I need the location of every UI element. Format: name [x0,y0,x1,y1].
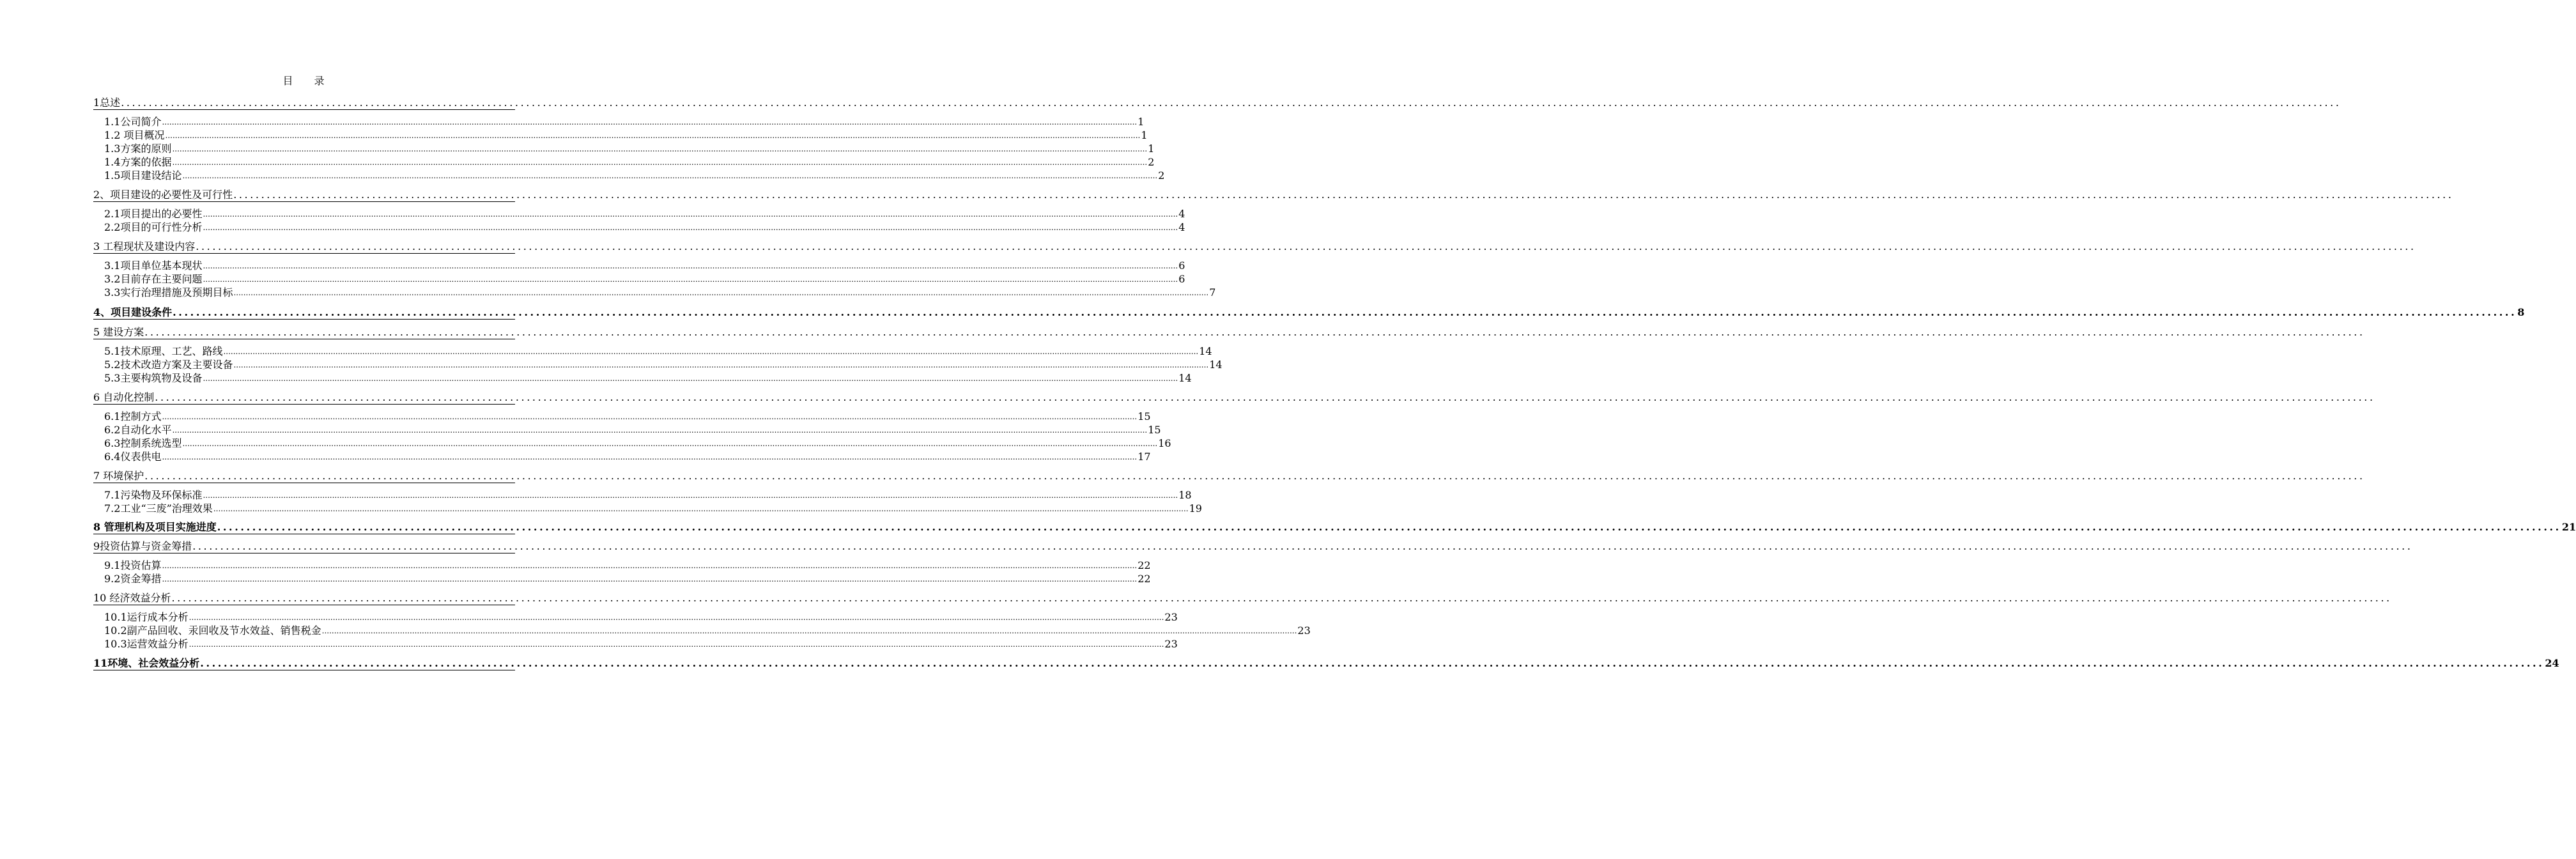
toc-entry-label: 6.1控制方式 [104,410,162,422]
toc-section-entry[interactable] [104,487,1192,501]
toc-entry-label: 1.4方案的依据 [104,156,172,168]
toc-section-entry[interactable] [104,154,1155,168]
toc-page-number: 1 [1141,129,1148,141]
toc-section-entry[interactable] [104,609,1178,623]
toc-chapter-entry[interactable] [93,95,2341,110]
toc-chapter-entry[interactable] [93,238,2416,254]
toc-section-entry[interactable] [104,127,1148,141]
toc-leader-dots: ................................................................................................................................................................................................................................................................................................................................................................................................................ [144,470,2365,482]
toc-leader-dots: ................................................................................................................................................................................................................................................................................................................................................................................................................ [165,131,1141,140]
toc-entry-label: 6.2自动化水平 [104,424,172,436]
toc-entry-label: 1.3方案的原则 [104,143,172,155]
toc-leader-dots: ................................................................................................................................................................................................................................................................................................................................................................................................................ [233,360,1209,369]
toc-entry-label: 1.2 项目概况 [104,129,165,141]
toc-entry-label: 10.3运营效益分析 [104,638,189,650]
toc-page-number: 6 [1178,273,1185,285]
toc-leader-dots: ................................................................................................................................................................................................................................................................................................................................................................................................................ [233,189,2454,201]
toc-leader-dots: ................................................................................................................................................................................................................................................................................................................................................................................................................ [162,561,1138,570]
toc-leader-dots: ................................................................................................................................................................................................................................................................................................................................................................................................................ [223,347,1199,356]
toc-page-number: 18 [1178,489,1192,501]
toc-page-number: 14 [1178,372,1192,384]
toc-page-number: 4 [1178,221,1185,233]
toc-leader-dots: ................................................................................................................................................................................................................................................................................................................................................................................................................ [192,540,2413,552]
toc-section-entry[interactable] [104,219,1185,233]
toc-chapter-entry[interactable] [93,468,2365,483]
toc-leader-dots: ................................................................................................................................................................................................................................................................................................................................................................................................................ [172,158,1148,167]
toc-section-entry[interactable] [104,206,1185,220]
toc-leader-dots: ................................................................................................................................................................................................................................................................................................................................................................................................................ [144,326,2365,338]
toc-page-number: 14 [1199,345,1212,357]
toc-page-number: 2 [1158,169,1165,182]
toc-leader-dots: ................................................................................................................................................................................................................................................................................................................................................................................................................ [233,288,1209,297]
toc-entry-label: 5.1技术原理、工艺、路线 [104,345,223,357]
toc-entry-label: 5.3主要构筑物及设备 [104,372,203,384]
toc-leader-dots: ................................................................................................................................................................................................................................................................................................................................................................................................................ [203,210,1178,219]
toc-title: 目 录 [282,75,334,87]
toc-leader-dots: ................................................................................................................................................................................................................................................................................................................................................................................................................ [173,306,2517,318]
toc-entry-label: 1.5项目建设结论 [104,169,182,182]
toc-page-number: 19 [1189,502,1202,515]
toc-section-entry[interactable] [104,408,1151,422]
toc-entry-label: 5 建设方案 [93,326,144,338]
toc-page-number: 4 [1178,208,1185,220]
toc-entry-label: 6.4仪表供电 [104,451,162,463]
toc-section-entry[interactable] [104,357,1222,371]
toc-entry-label: 9.1投资估算 [104,559,162,571]
toc-entry-label: 10.1运行成本分析 [104,611,189,623]
toc-section-entry[interactable] [104,449,1151,463]
toc-entry-label: 3.1项目单位基本现状 [104,259,203,272]
toc-leader-dots: ................................................................................................................................................................................................................................................................................................................................................................................................................ [155,391,2375,403]
toc-page-number: 23 [1164,638,1178,650]
toc-leader-dots: ................................................................................................................................................................................................................................................................................................................................................................................................................ [182,171,1158,180]
toc-section-entry[interactable] [104,141,1155,155]
toc-entry-label: 2.2项目的可行性分析 [104,221,203,233]
toc-leader-dots: ................................................................................................................................................................................................................................................................................................................................................................................................................ [196,240,2416,252]
toc-chapter-entry[interactable] [93,519,2576,534]
toc-chapter-entry[interactable] [93,389,2375,405]
toc-page-number: 1 [1138,116,1145,128]
toc-leader-dots: ................................................................................................................................................................................................................................................................................................................................................................................................................ [162,118,1138,127]
toc-entry-label: 3.3实行治理措施及预期目标 [104,286,233,298]
toc-page-number: 2 [1148,156,1155,168]
toc-leader-dots: ................................................................................................................................................................................................................................................................................................................................................................................................................ [162,575,1138,584]
toc-entry-label: 1.1公司简介 [104,116,162,128]
toc-chapter-entry[interactable] [93,538,2413,553]
toc-entry-label: 1总述 [93,97,121,109]
toc-leader-dots: ................................................................................................................................................................................................................................................................................................................................................................................................................ [203,491,1178,500]
toc-leader-dots: ................................................................................................................................................................................................................................................................................................................................................................................................................ [203,374,1178,383]
toc-chapter-entry[interactable] [93,655,2559,670]
toc-entry-label: 5.2技术改造方案及主要设备 [104,359,233,371]
toc-section-entry[interactable] [104,370,1192,384]
toc-leader-dots: ................................................................................................................................................................................................................................................................................................................................................................................................................ [203,275,1178,284]
toc-section-entry[interactable] [104,422,1161,436]
toc-leader-dots: ................................................................................................................................................................................................................................................................................................................................................................................................................ [217,521,2561,533]
toc-entry-label: 3 工程现状及建设内容 [93,240,196,252]
toc-page-number: 22 [1138,559,1151,571]
toc-leader-dots: ................................................................................................................................................................................................................................................................................................................................................................................................................ [182,439,1158,448]
toc-leader-dots: ................................................................................................................................................................................................................................................................................................................................................................................................................ [172,426,1148,435]
toc-leader-dots: ................................................................................................................................................................................................................................................................................................................................................................................................................ [200,657,2545,669]
toc-entry-label: 7.2工业“三废”治理效果 [104,502,213,515]
toc-section-entry[interactable] [104,343,1212,357]
toc-entry-label: 4、项目建设条件 [93,306,173,318]
toc-page-number: 16 [1158,437,1171,449]
toc-page-number: 6 [1178,259,1185,272]
toc-entry-label: 8 管理机构及项目实施进度 [93,521,217,533]
toc-section-entry[interactable] [104,271,1185,285]
toc-page-number: 17 [1138,451,1151,463]
toc-section-entry[interactable] [104,571,1151,585]
toc-page-number: 23 [1164,611,1178,623]
toc-chapter-entry[interactable] [93,187,2454,202]
toc-page-number: 21 [2561,521,2576,533]
toc-section-entry[interactable] [104,114,1145,128]
toc-entry-label: 6 自动化控制 [93,391,155,403]
toc-page-number: 15 [1148,424,1161,436]
toc-leader-dots: ................................................................................................................................................................................................................................................................................................................................................................................................................ [162,412,1138,421]
toc-chapter-entry[interactable] [93,590,2392,605]
toc-leader-dots: ................................................................................................................................................................................................................................................................................................................................................................................................................ [189,613,1164,622]
toc-leader-dots: ................................................................................................................................................................................................................................................................................................................................................................................................................ [321,626,1297,635]
toc-leader-dots: ................................................................................................................................................................................................................................................................................................................................................................................................................ [203,261,1178,270]
toc-page-number: 15 [1138,410,1151,422]
toc-section-entry[interactable] [104,167,1165,182]
toc-entry-label: 2、项目建设的必要性及可行性 [93,189,233,201]
toc-section-entry[interactable] [104,636,1178,650]
toc-entry-label: 9投资估算与资金筹措 [93,540,192,552]
toc-leader-dots: ................................................................................................................................................................................................................................................................................................................................................................................................................ [171,592,2392,604]
toc-section-entry[interactable] [104,623,1311,637]
toc-entry-label: 10 经济效益分析 [93,592,171,604]
toc-entry-label: 9.2资金筹措 [104,573,162,585]
toc-chapter-entry[interactable] [93,324,2365,339]
toc-leader-dots: ................................................................................................................................................................................................................................................................................................................................................................................................................ [172,144,1148,153]
toc-section-entry[interactable] [104,258,1185,272]
toc-page-number: 23 [1297,624,1311,637]
toc-chapter-entry[interactable] [93,304,2525,320]
toc-section-entry[interactable] [104,435,1171,449]
toc-page-number: 1 [1148,143,1155,155]
toc-page-number: 7 [1209,286,1216,298]
toc-section-entry[interactable] [104,557,1151,571]
toc-leader-dots: ................................................................................................................................................................................................................................................................................................................................................................................................................ [203,223,1178,232]
toc-entry-label: 2.1项目提出的必要性 [104,208,203,220]
toc-page-number: 8 [2517,306,2525,318]
toc-entry-label: 7.1污染物及环保标准 [104,489,203,501]
toc-entry-label: 3.2目前存在主要问题 [104,273,203,285]
toc-entry-label: 7 环境保护 [93,470,144,482]
toc-leader-dots: ................................................................................................................................................................................................................................................................................................................................................................................................................ [213,504,1189,513]
toc-entry-label: 10.2副产品回收、汞回收及节水效益、销售税金 [104,624,321,637]
toc-page-number: 14 [1209,359,1222,371]
toc-leader-dots: ................................................................................................................................................................................................................................................................................................................................................................................................................ [189,640,1164,649]
toc-entry-label: 11环境、社会效益分析 [93,657,200,669]
toc-leader-dots: ................................................................................................................................................................................................................................................................................................................................................................................................................ [162,453,1138,461]
toc-leader-dots: ................................................................................................................................................................................................................................................................................................................................................................................................................ [121,97,2341,109]
toc-page-number: 22 [1138,573,1151,585]
toc-page-number: 24 [2545,657,2559,669]
toc-section-entry[interactable] [104,500,1202,515]
toc-section-entry[interactable] [104,284,1216,298]
toc-entry-label: 6.3控制系统选型 [104,437,182,449]
